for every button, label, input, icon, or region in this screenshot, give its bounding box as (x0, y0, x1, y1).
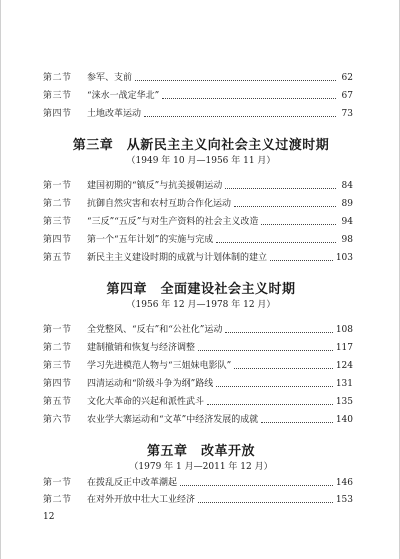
toc-entry (43, 376, 353, 392)
section-number: 第一节 (43, 181, 72, 191)
toc-entry (43, 70, 353, 86)
chapter-period: （1949 年 10 月—1956 年 11 月） (126, 156, 276, 166)
section-number: 第五节 (43, 397, 72, 407)
dot-leader (216, 242, 336, 243)
page-ref: 67 (341, 91, 353, 101)
section-number: 第一节 (43, 478, 72, 488)
section-title: 文化大革命的兴起和派性武斗 (87, 397, 205, 407)
toc-entry (43, 412, 353, 428)
chapter-heading: 第三章 从新民主主义向社会主义过渡时期 (72, 138, 330, 153)
chapter-heading: 第四章 全面建设社会主义时期 (106, 282, 296, 297)
section-number: 第三节 (43, 217, 72, 227)
page-ref: 94 (341, 217, 353, 227)
dot-leader (135, 80, 336, 81)
section-number: 第四节 (43, 379, 72, 389)
section-number: 第三节 (43, 361, 72, 371)
section-title: “涞水一战定华北” (87, 91, 160, 101)
dot-leader (261, 224, 336, 225)
toc-entry (43, 88, 353, 104)
toc-entry (43, 475, 353, 491)
section-title: 参军、支前 (87, 73, 133, 83)
section-title: 在对外开放中壮大工业经济 (87, 495, 196, 505)
section-title: 新民主主义建设时期的成就与计划体制的建立 (87, 253, 268, 263)
section-title: 第一个“五年计划”的实施与完成 (87, 235, 214, 245)
section-title: 土地改革运动 (87, 109, 142, 119)
dot-leader (234, 368, 333, 369)
section-title: 学习先进模范人物与“三姐妹电影队” (87, 361, 232, 371)
dot-leader (162, 98, 336, 99)
page-ref: 140 (335, 415, 353, 425)
page-ref: 117 (335, 343, 353, 353)
section-title: “三反”“五反”与对生产资料的社会主义改造 (87, 217, 259, 227)
section-number: 第四节 (43, 235, 72, 245)
page-ref: 103 (335, 253, 353, 263)
section-title: 建制撤销和恢复与经济调整 (87, 343, 196, 353)
toc-entry (43, 196, 353, 212)
page-ref: 98 (341, 235, 353, 245)
chapter-heading: 第五章 改革开放 (146, 444, 255, 459)
page-ref: 108 (335, 325, 353, 335)
section-number: 第六节 (43, 415, 72, 425)
dot-leader (261, 422, 333, 423)
section-number: 第一节 (43, 325, 72, 335)
page-ref: 131 (335, 379, 353, 389)
section-number: 第二节 (43, 495, 72, 505)
page-ref: 124 (335, 361, 353, 371)
section-number: 第二节 (43, 199, 72, 209)
toc-entry (43, 492, 353, 508)
section-title: 建国初期的“镇反”与抗美援朝运动 (87, 181, 223, 191)
toc-entry (43, 394, 353, 410)
toc-entry (43, 340, 353, 356)
toc-entry (43, 358, 353, 374)
page-ref: 89 (341, 199, 353, 209)
section-number: 第五节 (43, 253, 72, 263)
section-number: 第二节 (43, 73, 72, 83)
section-title: 抗御自然灾害和农村互助合作化运动 (87, 199, 232, 209)
section-title: 全党整风、“反右”和“公社化”运动 (87, 325, 223, 335)
section-number: 第三节 (43, 91, 72, 101)
toc-entry (43, 322, 353, 338)
page-ref: 62 (341, 73, 353, 83)
page-ref: 146 (335, 478, 353, 488)
dot-leader (180, 485, 333, 486)
dot-leader (234, 206, 336, 207)
section-title: 四清运动和“阶级斗争为纲”路线 (87, 379, 214, 389)
section-title: 在拨乱反正中改革潮起 (87, 478, 178, 488)
dot-leader (198, 502, 333, 503)
dot-leader (198, 350, 333, 351)
toc-entry (43, 232, 353, 248)
dot-leader (207, 404, 333, 405)
page-number: 12 (43, 512, 55, 522)
page-ref: 153 (335, 495, 353, 505)
toc-entry (43, 178, 353, 194)
page-ref: 135 (335, 397, 353, 407)
toc-entry (43, 106, 353, 122)
toc-entry (43, 214, 353, 230)
chapter-period: （1956 年 12 月—1978 年 12 月） (126, 300, 276, 310)
page-ref: 73 (341, 109, 353, 119)
section-number: 第二节 (43, 343, 72, 353)
chapter-period: （1979 年 1 月—2011 年 12 月） (129, 462, 273, 472)
dot-leader (144, 116, 336, 117)
toc-entry (43, 250, 353, 266)
dot-leader (270, 260, 333, 261)
dot-leader (216, 386, 333, 387)
section-title: 农业学大寨运动和“文革”中经济发展的成就 (87, 415, 259, 425)
section-number: 第四节 (43, 109, 72, 119)
page-ref: 84 (341, 181, 353, 191)
dot-leader (225, 188, 336, 189)
dot-leader (225, 332, 332, 333)
